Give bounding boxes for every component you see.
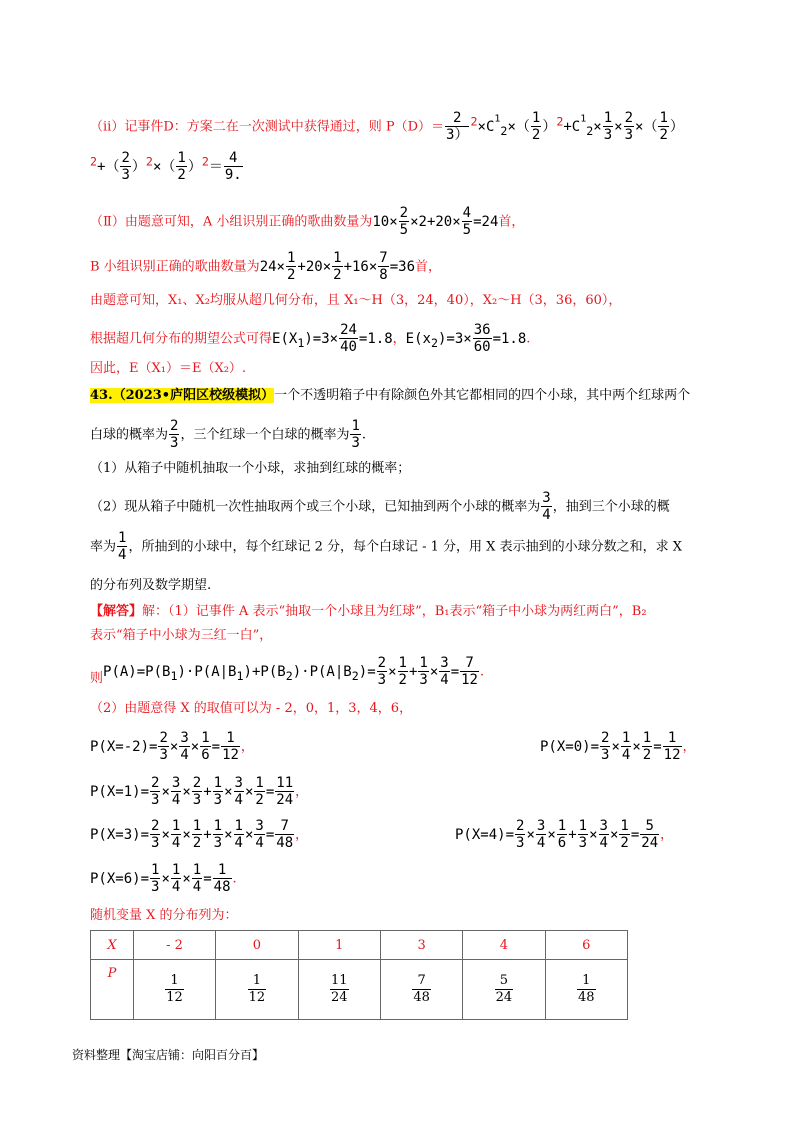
table-row bbox=[91, 960, 628, 1020]
solution-ii-line: （ii）记事件D：方案二在一次测试中获得通过，则 P（D）＝ $\frac{2}{3)}$ $^2\times C^1_2\times$（ $\frac{1}{2}$ ）$^2+C^1_2\times$ $\frac{1}{3}$ × $\frac{2}{3}$ ×（ $\frac{1}{2}$ ） bbox=[90, 110, 684, 143]
table-header-cell: X bbox=[91, 931, 134, 960]
table-header-cell: 4 bbox=[463, 931, 545, 960]
problem-number: 43. bbox=[90, 388, 113, 403]
part2-line4: 根据超几何分布的期望公式可得$E(X_1)=3\times$ $\frac{24}{40}$ =1.8，$E(x_2)=3\times$ $\frac{36}{60}$ =1.8. bbox=[90, 322, 531, 355]
problem43-line2: 白球的概率为 $\frac{2}{3}$ ，三个红球一个白球的概率为 $\frac{1}{3}$ . bbox=[90, 418, 367, 451]
distribution-table bbox=[90, 930, 628, 1020]
problem43-q2c: 率为 $\frac{1}{4}$ ，所抽到的小球中，每个红球记 2 分，每个白球记 - 1 分，用 X 表示抽到的小球分数之和，求 X bbox=[90, 530, 682, 563]
footer-text: 资料整理【淘宝店铺：向阳百分百】 bbox=[72, 1048, 265, 1062]
solution-ii-line2: $^2$+（ $\frac{2}{3}$ ）$^2$×（ $\frac{1}{2}$ ）$^2$＝ $\frac{4}{9.}$ bbox=[90, 150, 242, 183]
table-cell: $\frac{1}{48}$ bbox=[545, 960, 627, 1020]
problem43-q2a: （2）现从箱子中随机一次性抽取两个或三个小球，已知抽到两个小球的概率为 $\frac{3}{4}$ ，抽到三个小球的概 bbox=[90, 490, 670, 523]
px-0: P(X=0)= $\frac{2}{3}$ × $\frac{1}{4}$ × $\frac{1}{2}$ = $\frac{1}{12}$ ， bbox=[540, 730, 696, 763]
solution-ii-intro: （ii）记事件D：方案二在一次测试中获得通过，则 P（D）＝ bbox=[90, 119, 445, 135]
table-header-cell: 3 bbox=[380, 931, 462, 960]
table-title: 随机变量 X 的分布列为： bbox=[90, 908, 238, 923]
table-header-row bbox=[91, 931, 628, 960]
problem-source: （2023•庐阳区校级模拟） bbox=[112, 388, 275, 403]
table-row-label: P bbox=[91, 960, 134, 1020]
problem43-q2d: 的分布列及数学期望. bbox=[90, 578, 212, 593]
part2-line2: B 小组识别正确的歌曲数量为24× $\frac{1}{2}$ +20× $\frac{1}{2}$ +16× $\frac{7}{8}$ =36首， bbox=[90, 250, 442, 283]
px-neg2: P(X=-2)= $\frac{2}{3}$ × $\frac{3}{4}$ × $\frac{1}{6}$ = $\frac{1}{12}$ ， bbox=[90, 730, 254, 763]
part2-line1: （Ⅱ）由题意可知，A 小组识别正确的歌曲数量为10× $\frac{2}{5}$ ×2+20× $\frac{4}{5}$ =24首， bbox=[90, 205, 525, 238]
table-cell: $\frac{1}{12}$ bbox=[216, 960, 298, 1020]
px-1: P(X=1)= $\frac{2}{3}$ × $\frac{3}{4}$ × $\frac{2}{3}$ + $\frac{1}{3}$ × $\frac{3}{4}$ × $\frac{1}{2}$ = $\frac{11}{24}$ ， bbox=[90, 775, 309, 808]
px-4: P(X=4)= $\frac{2}{3}$ × $\frac{3}{4}$ × $\frac{1}{6}$ + $\frac{1}{3}$ × $\frac{3}{4}$ × $\frac{1}{2}$ = $\frac{5}{24}$ ， bbox=[455, 818, 674, 851]
table-header-cell: 0 bbox=[216, 931, 298, 960]
problem43-line1: 43.（2023•庐阳区校级模拟）一个不透明箱子中有除颜色外其它都相同的四个小球，其中两个红球两个 bbox=[90, 388, 691, 403]
part2-line5: 因此，E（X₁）＝E（X₂）. bbox=[90, 361, 247, 376]
table-header-cell: 1 bbox=[298, 931, 380, 960]
answer-line3: （2）由题意得 X 的取值可以为 - 2，0，1，3，4，6， bbox=[90, 701, 413, 716]
table-cell: $\frac{5}{24}$ bbox=[463, 960, 545, 1020]
answer-formula: 则$P(A)=P(B_1)\cdot P(A|B_1)+P(B_2)\cdot P(A|B_2)=$ $\frac{2}{3}$ × $\frac{1}{2}$ + $\frac{1}{3}$ × $\frac{3}{4}$ = $\frac{7}{12}$ . bbox=[90, 655, 485, 688]
table-cell: $\frac{11}{24}$ bbox=[298, 960, 380, 1020]
table-header-cell: - 2 bbox=[133, 931, 215, 960]
px-3: P(X=3)= $\frac{2}{3}$ × $\frac{1}{4}$ × $\frac{1}{2}$ + $\frac{1}{3}$ × $\frac{1}{4}$ × $\frac{3}{4}$ = $\frac{7}{48}$ ， bbox=[90, 818, 309, 851]
table-cell: $\frac{1}{12}$ bbox=[133, 960, 215, 1020]
answer-line2: 表示“箱子中小球为三红一白”， bbox=[90, 628, 273, 643]
answer-line1: 【解答】解：（1）记事件 A 表示“抽取一个小球且为红球”，B₁表示“箱子中小球为两红两白”，B₂ bbox=[90, 604, 647, 619]
problem43-q1: （1）从箱子中随机抽取一个小球，求抽到红球的概率； bbox=[90, 461, 411, 476]
table-cell: $\frac{7}{48}$ bbox=[380, 960, 462, 1020]
table-header-cell: 6 bbox=[545, 931, 627, 960]
part2-line3: 由题意可知，X₁、X₂均服从超几何分布，且 X₁～H（3，24，40），X₂～H（3，36，60）， bbox=[90, 293, 622, 308]
px-6: P(X=6)= $\frac{1}{3}$ × $\frac{1}{4}$ × $\frac{1}{4}$ = $\frac{1}{48}$ . bbox=[90, 862, 237, 895]
